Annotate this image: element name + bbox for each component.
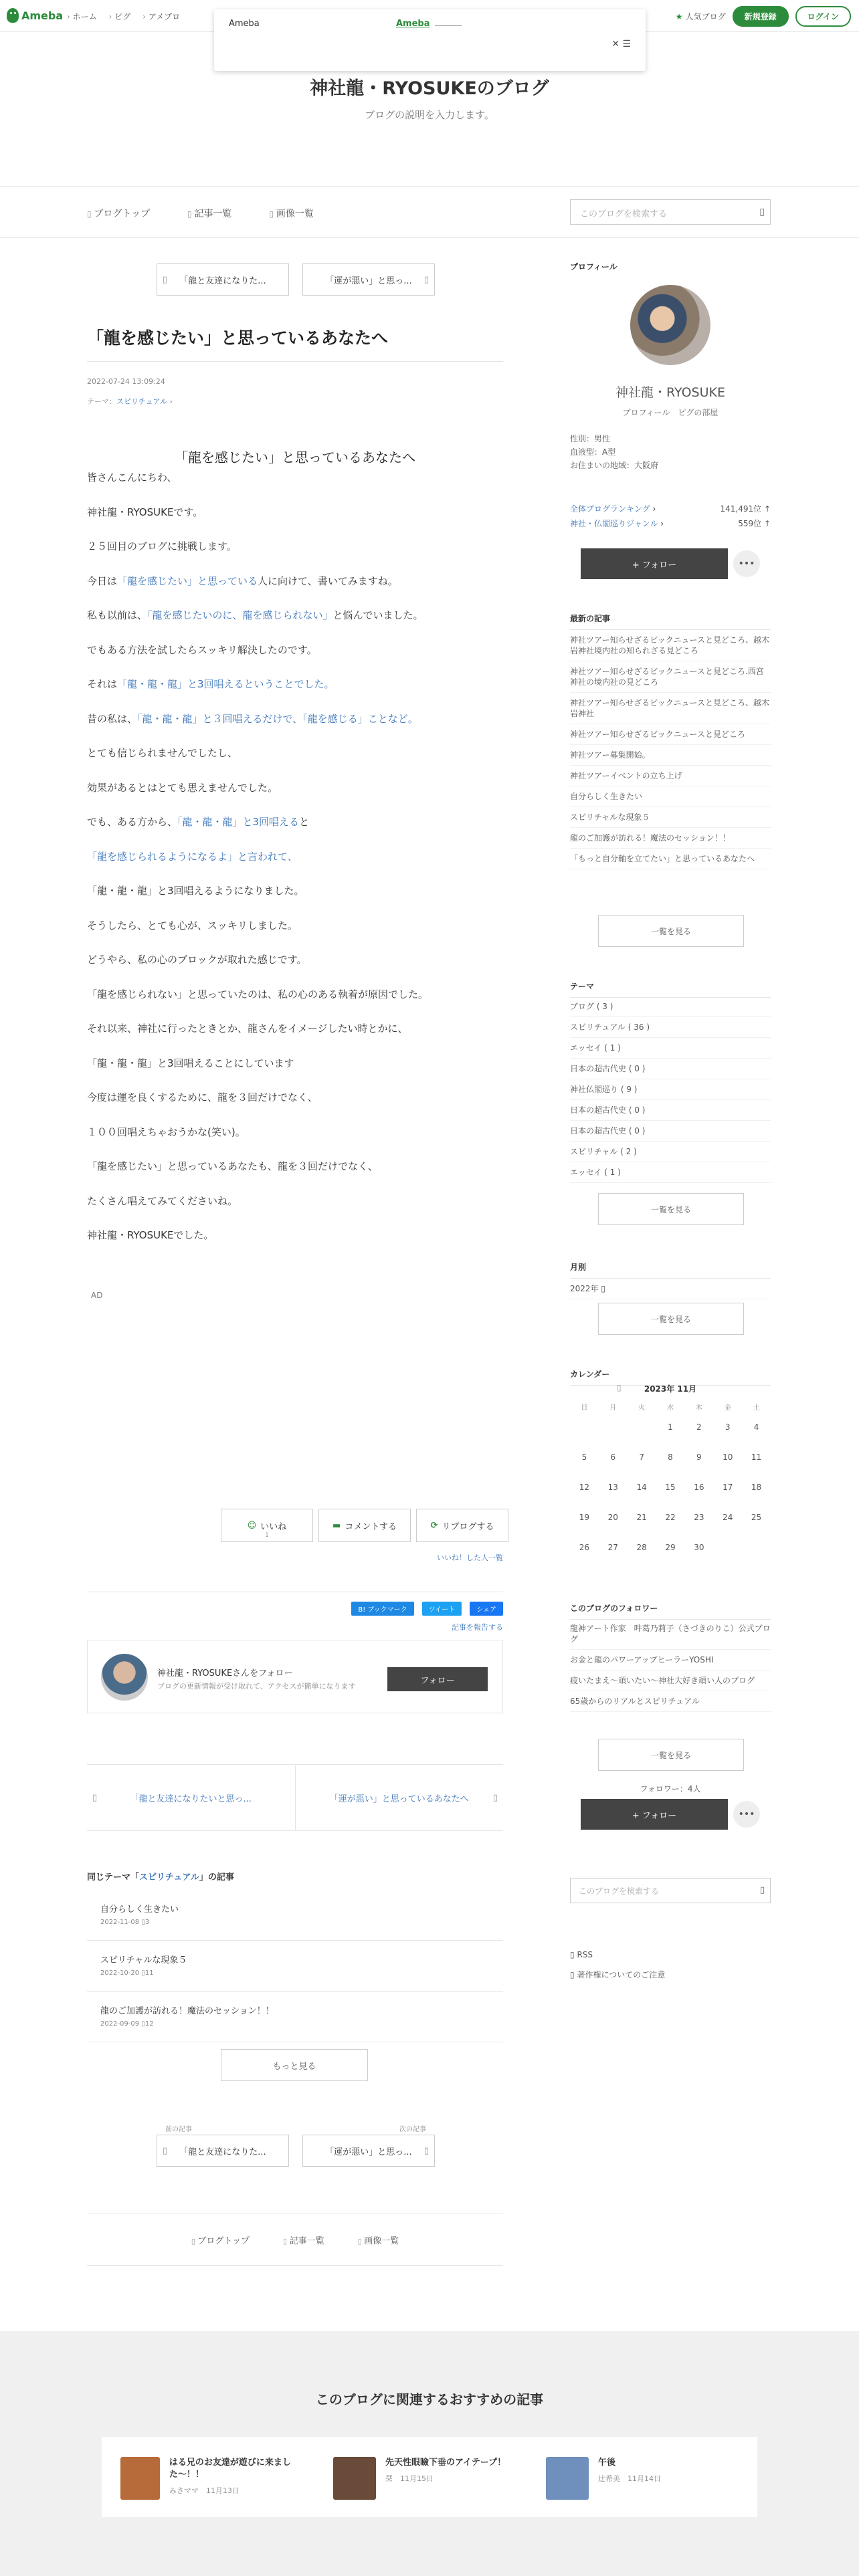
pager-top — [157, 263, 435, 296]
body-text: と悩んでいました。 — [332, 609, 423, 621]
comment-icon: ▬ — [332, 1520, 341, 1531]
entry-paragraph — [87, 815, 503, 850]
rank-genre-label: 神社・仏閣巡りジャンル — [570, 519, 658, 528]
chevron-left-icon[interactable]: ▯ — [617, 1383, 622, 1392]
same-theme-prefix: 同じテーマ「 — [87, 1872, 140, 1883]
recommend-author: 栞 — [385, 2474, 393, 2483]
followers-list — [570, 1618, 771, 1712]
next-entry-button[interactable] — [302, 263, 435, 296]
recommend-item[interactable] — [333, 2457, 526, 2497]
list-item[interactable] — [87, 1992, 503, 2042]
entry-paragraph — [87, 677, 503, 712]
theme-item[interactable]: 日本の超古代史 ( 0 ) — [570, 1059, 771, 1079]
theme-item[interactable]: 日本の超古代史 ( 0 ) — [570, 1100, 771, 1121]
calendar-day: 7 — [639, 1453, 644, 1462]
body-text: そうしたら、とても心が、スッキリしました。 — [87, 919, 298, 932]
recommend-date: 11月15日 — [400, 2474, 434, 2483]
blog-nav-items — [87, 207, 314, 220]
prev-link-label: 「龍と友達になりたいと思っ... — [130, 1794, 252, 1804]
calendar-day: 8 — [668, 1453, 673, 1462]
smile-icon: ☺ — [247, 1520, 257, 1531]
sidebar-follow-button[interactable]: + フォロー — [581, 548, 728, 579]
body-text: 神社龍・RYOSUKEでした。 — [87, 1229, 214, 1241]
entry-paragraph — [87, 884, 503, 919]
recent-item[interactable]: スピリチャルな現象５ — [570, 807, 771, 828]
chevron-right-icon: ▯ — [492, 1792, 498, 1803]
follower-item[interactable]: 龍神アート作家 吽葛乃莉子（さづきのりこ）公式ブログ — [570, 1618, 771, 1650]
blog-nav — [0, 186, 859, 238]
chevron-right-icon: ▯ — [423, 2145, 429, 2156]
comment-label: コメントする — [345, 1521, 397, 1532]
document-icon: ▯ — [570, 1970, 575, 1979]
list-item[interactable] — [87, 1890, 503, 1941]
calendar-day: 23 — [694, 1513, 704, 1522]
follower-item[interactable]: 65歳からのリアルとスピリチュアル — [570, 1691, 771, 1712]
recommend-date: 11月13日 — [205, 2486, 240, 2495]
like-label: いいね — [260, 1521, 287, 1532]
footer-nav-top[interactable]: ▯ ブログトップ — [191, 2234, 250, 2246]
comment-count-icon: ▯ — [141, 1969, 145, 1977]
theme-item[interactable]: ブログ ( 3 ) — [570, 996, 771, 1017]
follow-button[interactable]: フォロー — [387, 1667, 488, 1691]
prev-entry-label: 「龍と友達になりた... — [179, 276, 266, 286]
related-title: 龍のご加護が訪れる！魔法のセッション！！ — [100, 2006, 274, 2016]
recent-heading: 最新の記事 — [570, 613, 771, 630]
blog-nav-entries[interactable]: ▯ 記事一覧 — [187, 207, 231, 220]
recommend-item-meta — [169, 2485, 313, 2496]
theme-item[interactable]: 神社仏閣巡り ( 9 ) — [570, 1079, 771, 1100]
logo-text: Ameba — [21, 9, 64, 22]
rank-overall[interactable]: 全体ブログランキング › 141,491位 ↑ — [570, 504, 771, 514]
calendar-day — [599, 1420, 628, 1451]
prev-entry-button[interactable] — [157, 263, 289, 296]
body-text: でも、ある方から、 — [87, 816, 178, 828]
pager-bottom — [157, 2126, 435, 2167]
related-date: 2022-09-09 — [100, 2020, 140, 2028]
calendar-day: 14 — [636, 1483, 647, 1492]
monthly-heading: 月別 — [570, 1261, 771, 1279]
body-text: ２５回目のブログに挑戦します。 — [87, 540, 237, 552]
sidebar-search-input[interactable] — [570, 1878, 771, 1903]
recent-item[interactable]: 自分らしく生きたい — [570, 786, 771, 807]
likes-list-link[interactable]: いいね！した人一覧 — [437, 1553, 503, 1562]
rank-genre-value: 559位 — [738, 519, 762, 528]
ad-label: AD — [91, 1291, 103, 1300]
recommend-card — [102, 2437, 757, 2517]
entry-paragraph — [87, 919, 503, 954]
calendar-day: 27 — [607, 1543, 618, 1552]
chevron-left-icon: ▯ — [163, 274, 168, 285]
rss-icon: ▯ — [570, 1950, 575, 1959]
calendar-day: 5 — [581, 1453, 587, 1462]
entry-paragraph — [87, 712, 503, 747]
ad-overlay-name: Ameba — [229, 19, 260, 29]
entry-paragraph — [87, 1125, 503, 1160]
related-date: 2022-11-08 — [100, 1919, 140, 1926]
recent-item[interactable]: 「もっと自分軸を立てたい」と思っているあなたへ — [570, 849, 771, 869]
related-count: 11 — [145, 1969, 154, 1977]
chevron-left-icon: ▯ — [163, 2145, 168, 2156]
body-text: 「龍・龍・龍」と3回唱えることにしています — [87, 1057, 294, 1069]
body-text: 「龍・龍・龍」と3回唱えるようになりました。 — [87, 885, 304, 897]
related-count: 3 — [145, 1919, 150, 1926]
entry-paragraph — [87, 746, 503, 781]
recommend-author: みさママ — [169, 2486, 199, 2495]
theme-item[interactable]: 日本の超古代史 ( 0 ) — [570, 1121, 771, 1142]
blog-nav-images[interactable]: ▯ 画像一覧 — [269, 207, 313, 220]
entry-paragraph — [87, 988, 503, 1023]
same-theme-list — [87, 1890, 503, 2042]
recommend-title: このブログに関連するおすすめの記事 — [315, 2391, 544, 2407]
facebook-share-button[interactable]: シェア — [470, 1602, 503, 1616]
share-row — [87, 1592, 503, 1632]
recommend-author: 辻希美 — [598, 2474, 620, 2483]
next-caption: 次の記事 — [399, 2126, 426, 2133]
body-text: でもある方法を試したらスッキリ解決したのです。 — [87, 643, 317, 656]
blog-header — [0, 74, 859, 122]
body-text: とても信じられませんでしたし、 — [87, 747, 238, 759]
body-text: 今日は — [87, 574, 118, 587]
follower-count: フォロワー：4人 — [640, 1784, 701, 1794]
entry-theme-link[interactable]: スピリチュアル — [116, 397, 168, 406]
recent-item[interactable]: 神社ツアー知らせざるビックニュースと見どころ、越木岩神社 — [570, 693, 771, 724]
monthly-item[interactable] — [570, 1279, 771, 1299]
recent-item[interactable]: 神社ツアー知らせざるビックニュースと見どころ.西宮神社の境内社の見どころ — [570, 661, 771, 693]
like-count: 1 — [265, 1532, 269, 1539]
entry-paragraph — [87, 574, 503, 609]
prev-next-links — [87, 1764, 503, 1831]
nav-ameblo[interactable]: › アメブロ — [142, 11, 180, 22]
entry-paragraph — [87, 1160, 503, 1194]
entry-paragraph — [87, 540, 503, 574]
monthly-see-all-button[interactable]: 一覧を見る — [598, 1303, 744, 1335]
entry-actions — [221, 1509, 508, 1542]
entry-paragraph — [87, 1057, 503, 1091]
calendar-day: 4 — [753, 1422, 759, 1432]
blog-nav-top[interactable]: ▯ ブログトップ — [87, 207, 150, 220]
see-more-button[interactable]: もっと見る — [221, 2049, 368, 2081]
more-options-icon[interactable]: ••• — [733, 550, 760, 577]
recommend-thumbnail — [333, 2457, 376, 2500]
body-text: 「龍を感じたい」と思っているあなたも、龍を３回だけでなく、 — [87, 1160, 378, 1172]
theme-list — [570, 996, 771, 1183]
copyright-link[interactable] — [570, 1969, 665, 1980]
related-title: 自分らしく生きたい — [100, 1905, 179, 1915]
calendar-weekday: 土 — [753, 1404, 760, 1412]
prev-entry-link[interactable] — [87, 1765, 296, 1830]
recommend-date: 11月14日 — [628, 2474, 661, 2483]
entry-theme: テーマ：スピリチュアル › — [87, 397, 173, 406]
calendar-day — [628, 1420, 656, 1451]
calendar-day: 22 — [665, 1513, 676, 1522]
entry-body — [87, 471, 503, 1263]
next-entry-label: 「運が悪い」と思っ... — [325, 2147, 412, 2157]
calendar-day: 6 — [610, 1453, 616, 1462]
calendar-day: 29 — [665, 1543, 676, 1552]
calendar-month: 2023年 11月 — [644, 1384, 697, 1394]
recent-item[interactable]: 龍のご加護が訪れる！魔法のセッション！！ — [570, 828, 771, 849]
theme-item[interactable]: エッセイ ( 1 ) — [570, 1038, 771, 1059]
calendar-weekday: 木 — [695, 1404, 702, 1412]
entry-paragraph — [87, 471, 503, 506]
sidebar-search-placeholder: このブログを検索する — [579, 1887, 660, 1896]
entry-paragraph — [87, 506, 503, 540]
recommend-item-meta — [385, 2473, 506, 2484]
related-meta — [100, 1919, 490, 1926]
ad-overlay — [214, 9, 646, 71]
comment-button[interactable] — [318, 1509, 411, 1542]
calendar-day — [713, 1541, 742, 1571]
profile-blood: 血液型：A型 — [570, 447, 616, 457]
ameba-logo-icon — [7, 8, 19, 23]
search-icon[interactable]: ▯ — [759, 1885, 765, 1895]
entry-paragraph — [87, 609, 503, 643]
search-placeholder: このブログを検索する — [580, 209, 668, 219]
profile-info — [570, 432, 658, 472]
highlighted-text: 「龍を感じられるようになるよ」と言われて、 — [87, 850, 298, 863]
body-text: 今度は運を良くするために、龍を３回だけでなく、 — [87, 1091, 318, 1103]
related-count: 12 — [145, 2020, 154, 2028]
tweet-button[interactable]: ツイート — [422, 1602, 462, 1616]
body-text: それは — [87, 678, 118, 690]
blog-title[interactable]: 神社龍・RYOSUKEのブログ — [310, 78, 549, 99]
calendar-weekday: 月 — [609, 1404, 617, 1412]
top-right — [676, 6, 851, 27]
popular-blog-link[interactable] — [676, 11, 726, 22]
next-link-label: 「運が悪い」と思っているあなたへ — [329, 1794, 469, 1804]
footer-nav — [87, 2214, 503, 2266]
reblog-icon: ⟳ — [430, 1520, 438, 1531]
search-icon[interactable]: ▯ — [759, 207, 765, 217]
next-entry-link[interactable] — [296, 1765, 504, 1830]
footer-nav-images[interactable]: ▯ 画像一覧 — [358, 2234, 399, 2246]
calendar-day: 12 — [579, 1483, 590, 1492]
theme-item[interactable]: エッセイ ( 1 ) — [570, 1162, 771, 1183]
prev-entry-label: 「龍と友達になりた... — [179, 2147, 266, 2157]
calendar-weekday: 金 — [724, 1404, 731, 1412]
rss-label: RSS — [577, 1950, 593, 1959]
rank-overall-value: 141,491位 — [720, 504, 762, 514]
search-input[interactable] — [570, 199, 771, 225]
body-text: 効果があるとはとても思えませんでした。 — [87, 781, 278, 794]
calendar-day: 18 — [751, 1483, 762, 1492]
rss-link[interactable] — [570, 1950, 593, 1959]
recommend-item[interactable] — [120, 2457, 313, 2497]
calendar-day: 10 — [723, 1453, 733, 1462]
calendar-weekday: 水 — [666, 1404, 674, 1412]
calendar-day: 28 — [636, 1543, 647, 1552]
calendar-day: 1 — [668, 1422, 673, 1432]
rank-overall-label: 全体ブログランキング — [570, 504, 650, 514]
recent-item[interactable]: 神社ツアー募集開始。 — [570, 745, 771, 766]
profile-links[interactable]: プロフィール ピグの部屋 — [622, 408, 719, 417]
calendar-day: 25 — [751, 1513, 762, 1522]
calendar-title — [570, 1383, 771, 1394]
follow-box-name: 神社龍・RYOSUKEさんをフォロー — [157, 1669, 293, 1679]
entry-title: 「龍を感じたい」と思っているあなたへ — [87, 325, 503, 362]
calendar-day: 30 — [694, 1543, 704, 1552]
theme-heading: テーマ — [570, 980, 771, 998]
related-meta — [100, 2020, 490, 2028]
theme-see-all-button[interactable]: 一覧を見る — [598, 1193, 744, 1225]
next-entry-button-bottom[interactable] — [302, 2126, 435, 2167]
signup-button[interactable]: 新規登録 — [733, 6, 789, 27]
sidebar-follow-button-2[interactable]: + フォロー — [581, 1799, 728, 1830]
recommend-item-title: はる兄のお友達が遊びに来ました〜！！ — [169, 2458, 291, 2480]
entry-paragraph — [87, 850, 503, 885]
profile-avatar[interactable] — [630, 285, 710, 365]
body-text: 神社龍・RYOSUKEです。 — [87, 506, 203, 518]
body-text: それ以来、神社に行ったときとか、龍さんをイメージしたい時とかに、 — [87, 1023, 408, 1035]
same-theme-suffix: 」の記事 — [199, 1872, 234, 1883]
ad-overlay-divider — [435, 25, 462, 26]
share-badges — [351, 1602, 503, 1616]
rank-genre[interactable]: 神社・仏閣巡りジャンル › 559位 ↑ — [570, 519, 771, 528]
body-text: と — [299, 816, 310, 828]
highlighted-text: 「龍・龍・龍」と３回唱えるだけで、「龍を感じる」ことなど。 — [137, 712, 418, 725]
highlighted-text: 「龍を感じたいのに、龍を感じられない」 — [147, 609, 333, 621]
recent-item[interactable]: 神社ツアー知らせざるビックニュースと見どころ、越木岩神社境内社の知られざる見どころ — [570, 630, 771, 661]
calendar-day: 19 — [579, 1513, 590, 1522]
monthly-list — [570, 1279, 771, 1299]
comment-count-icon: ▯ — [141, 2020, 145, 2028]
follow-box — [87, 1640, 503, 1713]
reblog-button[interactable] — [416, 1509, 508, 1542]
entry-heading: 「龍を感じたい」と思っているあなたへ — [175, 449, 415, 465]
top-nav — [67, 11, 180, 22]
entry-date: 2022-07-24 13:09:24 — [87, 377, 165, 386]
body-text: 昔の私は、 — [87, 712, 138, 725]
highlighted-text: 「龍・龍・龍」と3回唱える — [177, 816, 300, 828]
close-icon[interactable]: ✕ ☰ — [611, 39, 631, 49]
recommend-section — [0, 2331, 859, 2576]
calendar-heading: カレンダー — [570, 1368, 771, 1386]
calendar-weekday: 火 — [638, 1404, 646, 1412]
entry-paragraph — [87, 1194, 503, 1229]
recommend-thumbnail — [546, 2457, 589, 2500]
prev-caption: 前の記事 — [165, 2126, 192, 2133]
followers-heading: このブログのフォロワー — [570, 1602, 771, 1620]
entry-paragraph — [87, 643, 503, 678]
body-text: 人に向けて、書いてみますね。 — [258, 574, 398, 587]
comment-count-icon: ▯ — [141, 1919, 145, 1926]
blog-description: ブログの説明を入力します。 — [365, 109, 494, 121]
follower-item[interactable]: 疲いたまえ〜頑いたい〜神社大好き頑い人のブログ — [570, 1671, 771, 1691]
body-text: 私も以前は、 — [87, 609, 148, 621]
popular-label: 人気ブログ — [685, 12, 726, 21]
same-theme-heading — [87, 1870, 234, 1883]
calendar-day: 16 — [694, 1483, 704, 1492]
same-theme-link[interactable]: スピリチュアル — [139, 1872, 199, 1883]
related-title: スピリチャルな現象５ — [100, 1955, 187, 1965]
calendar-grid — [570, 1402, 771, 1571]
body-text: 「龍を感じられない」と思っていたのは、私の心のある執着が原因でした。 — [87, 988, 429, 1000]
calendar-day: 20 — [607, 1513, 618, 1522]
recommend-thumbnail — [120, 2457, 160, 2500]
recent-list — [570, 630, 771, 869]
entry-paragraph — [87, 781, 503, 816]
nav-pigg[interactable]: › ピグ — [109, 11, 131, 22]
body-text: １００回唱えちゃおうかな(笑い)。 — [87, 1125, 246, 1138]
calendar-day: 3 — [725, 1422, 731, 1432]
entry-paragraph — [87, 1022, 503, 1057]
follower-item[interactable]: お金と龍のパワーアップヒーラーYOSHI — [570, 1650, 771, 1671]
nav-home[interactable]: › ホーム — [67, 11, 97, 22]
profile-gender: 性別：男性 — [570, 434, 611, 443]
calendar-day: 9 — [696, 1453, 702, 1462]
entry-theme-prefix: テーマ： — [87, 397, 116, 406]
calendar-day: 15 — [665, 1483, 676, 1492]
calendar-weekday: 日 — [581, 1404, 588, 1412]
calendar-day: 11 — [751, 1453, 762, 1462]
chevron-down-icon: ▯ — [601, 1284, 605, 1293]
calendar-day: 26 — [579, 1543, 590, 1552]
related-date: 2022-10-20 — [100, 1969, 140, 1977]
footer-nav-entries[interactable]: ▯ 記事一覧 — [283, 2234, 324, 2246]
next-entry-label: 「運が悪い」と思っ... — [325, 276, 412, 286]
copyright-label: 著作権についてのご注意 — [577, 1970, 666, 1979]
entry-paragraph — [87, 1228, 503, 1263]
calendar-day: 2 — [696, 1422, 702, 1432]
recommend-item-title: 午後 — [598, 2458, 616, 2468]
profile-area: お住まいの地域：大阪府 — [570, 461, 659, 470]
related-meta — [100, 1969, 490, 1977]
reblog-label: リブログする — [442, 1521, 494, 1532]
recommend-item[interactable] — [546, 2457, 739, 2497]
report-entry-link[interactable]: 記事を報告する — [452, 1623, 503, 1632]
chevron-left-icon: ▯ — [92, 1792, 98, 1803]
theme-item[interactable]: スピリチュアル ( 36 ) — [570, 1017, 771, 1038]
body-text: たくさん唱えてみてくださいね。 — [87, 1194, 238, 1207]
followers-see-all-button[interactable]: 一覧を見る — [598, 1739, 744, 1771]
recommend-item-title: 先天性眼瞼下垂のアイテープ！ — [385, 2458, 506, 2468]
recent-item[interactable]: 神社ツアーイベントの立ち上げ — [570, 766, 771, 786]
calendar-day: 21 — [636, 1513, 647, 1522]
ameba-logo[interactable] — [7, 8, 63, 23]
calendar-day — [570, 1420, 599, 1451]
recommend-item-meta — [598, 2473, 661, 2484]
body-text: 皆さんこんにちわ、 — [87, 471, 177, 484]
profile-heading: プロフィール — [570, 262, 617, 272]
entry-paragraph — [87, 953, 503, 988]
calendar-day: 17 — [723, 1483, 733, 1492]
entry-paragraph — [87, 1091, 503, 1125]
login-button[interactable]: ログイン — [795, 6, 851, 27]
calendar-day: 24 — [723, 1513, 733, 1522]
monthly-label: 2022年 — [570, 1284, 599, 1293]
star-icon: ★ — [675, 11, 683, 21]
prev-entry-button-bottom[interactable] — [157, 2126, 289, 2167]
chevron-right-icon: ▯ — [423, 274, 429, 285]
follow-box-sub: ブログの更新情報が受け取れて、アクセスが簡単になります — [157, 1682, 356, 1691]
body-text: どうやら、私の心のブロックが取れた感じです。 — [87, 954, 307, 966]
hatena-bookmark-button[interactable]: B! ブックマーク — [351, 1602, 413, 1616]
recent-see-all-button[interactable]: 一覧を見る — [598, 915, 744, 947]
theme-item[interactable]: スピリチャル ( 2 ) — [570, 1142, 771, 1162]
calendar-day — [742, 1541, 771, 1571]
recent-item[interactable]: 神社ツアー知らせざるビックニュースと見どころ — [570, 724, 771, 745]
like-button[interactable] — [221, 1509, 313, 1542]
ad-overlay-link[interactable]: Ameba — [396, 19, 430, 29]
highlighted-text: 「龍を感じたい」と思っている — [117, 574, 258, 587]
more-options-icon[interactable]: ••• — [733, 1801, 760, 1828]
avatar[interactable] — [101, 1654, 148, 1701]
highlighted-text: 「龍・龍・龍」と3回唱えるということでした。 — [117, 678, 335, 690]
calendar-day: 13 — [607, 1483, 618, 1492]
list-item[interactable] — [87, 1941, 503, 1992]
profile-name[interactable]: 神社龍・RYOSUKE — [615, 385, 725, 400]
